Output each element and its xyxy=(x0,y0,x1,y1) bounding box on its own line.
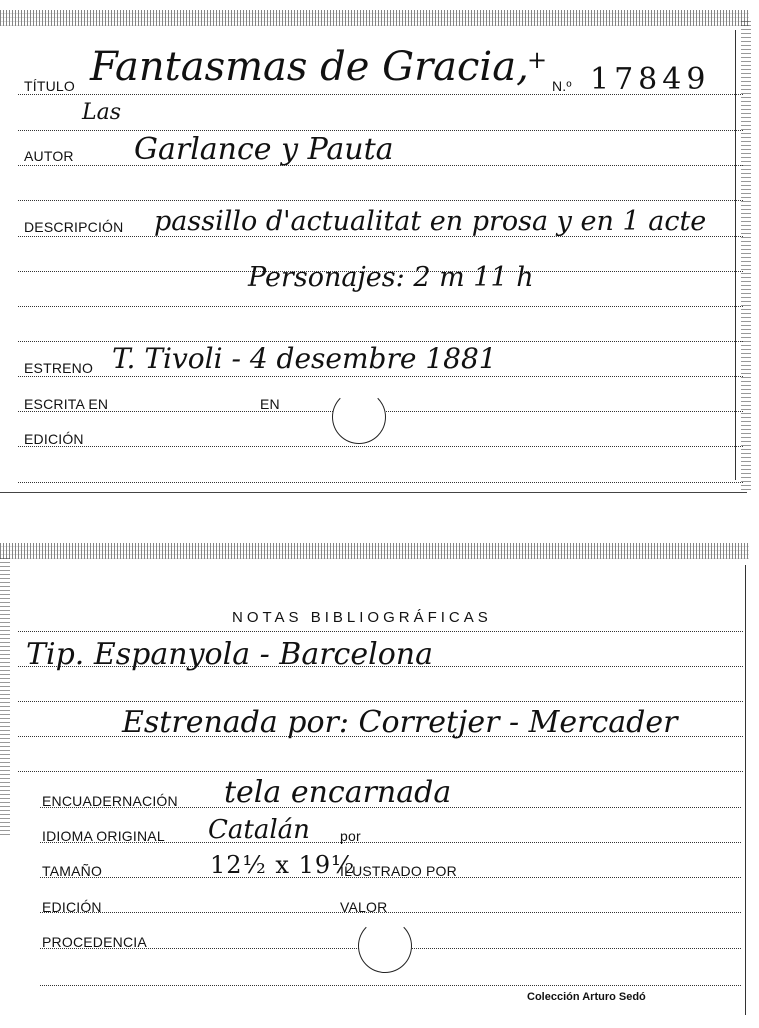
numero-value: 17849 xyxy=(590,62,711,97)
autor-label: AUTOR xyxy=(24,148,74,164)
card-right-edge xyxy=(741,20,751,490)
tamano-value: 12½ x 19½ xyxy=(210,851,356,879)
autor-value: Garlance y Pauta xyxy=(134,132,394,167)
notas-bibliograficas-heading: NOTAS BIBLIOGRÁFICAS xyxy=(232,609,492,626)
rule-line xyxy=(18,306,743,307)
edicion-label: EDICIÓN xyxy=(24,431,84,447)
valor-label: VALOR xyxy=(340,899,388,915)
encuadernacion-label: ENCUADERNACIÓN xyxy=(42,793,178,809)
card-torn-edge xyxy=(0,543,749,559)
rule-line xyxy=(18,701,743,702)
escrita-en-label: ESCRITA EN xyxy=(24,396,109,412)
rule-line xyxy=(18,631,743,632)
titulo-prefix-value: Las xyxy=(82,100,122,125)
card-separator xyxy=(0,492,747,493)
card-right-border xyxy=(735,30,736,480)
rule-line xyxy=(18,446,743,447)
descripcion-value: passillo d'actualitat en prosa y en 1 acte xyxy=(154,206,707,237)
catalog-card-main xyxy=(0,0,759,495)
collection-credit: Colección Arturo Sedó xyxy=(527,991,646,1003)
idioma-original-label: IDIOMA ORIGINAL xyxy=(42,828,165,844)
rule-line xyxy=(18,482,743,483)
titulo-value: Fantasmas de Gracia, xyxy=(90,44,529,90)
rule-line xyxy=(18,376,743,377)
por-label: por xyxy=(340,828,361,844)
procedencia-label: PROCEDENCIA xyxy=(42,934,147,950)
card-left-edge xyxy=(0,555,10,835)
ilustrado-por-label: ILUSTRADO POR xyxy=(340,863,457,879)
rule-line xyxy=(18,130,743,131)
rule-line xyxy=(18,200,743,201)
encuadernacion-value: tela encarnada xyxy=(224,775,452,810)
cross-mark: + xyxy=(527,46,548,74)
note-line-1: Tip. Espanyola - Barcelona xyxy=(26,637,433,672)
idioma-original-value: Catalán xyxy=(208,815,310,845)
edicion-label: EDICIÓN xyxy=(42,899,102,915)
estreno-value: T. Tivoli - 4 desembre 1881 xyxy=(112,342,497,375)
catalog-card-notes xyxy=(0,535,759,1028)
rule-line xyxy=(18,771,743,772)
titulo-label: TÍTULO xyxy=(24,78,75,94)
rule-line xyxy=(40,985,741,986)
estreno-label: ESTRENO xyxy=(24,360,94,376)
card-right-border xyxy=(745,565,746,1015)
card-torn-edge xyxy=(0,10,749,26)
tamano-label: TAMAÑO xyxy=(42,863,103,879)
note-line-2: Estrenada por: Corretjer - Mercader xyxy=(122,705,678,740)
punch-hole xyxy=(332,390,386,444)
personajes-value: Personajes: 2 m 11 h xyxy=(248,262,534,293)
numero-label: N.º xyxy=(552,78,572,94)
rule-line xyxy=(40,912,741,913)
descripcion-label: DESCRIPCIÓN xyxy=(24,219,124,235)
en-label: EN xyxy=(260,396,280,412)
punch-hole xyxy=(358,919,412,973)
